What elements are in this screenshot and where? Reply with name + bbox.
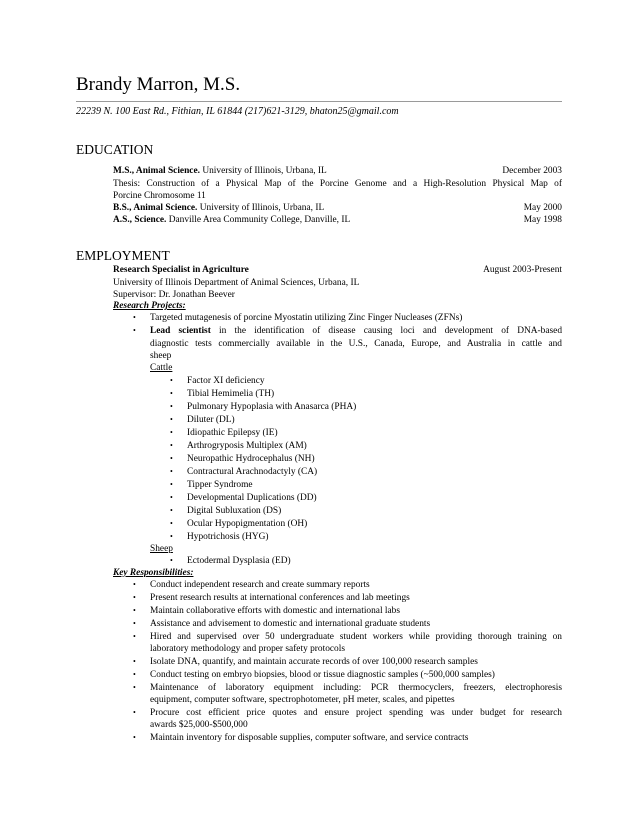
bs-degree-row: [113, 202, 324, 214]
bullet-icon: •: [170, 480, 173, 489]
responsibility: Procure cost efficient price quotes and ensure project spending was under budget for research: [150, 708, 562, 718]
as-date: May 1998: [523, 215, 562, 225]
cattle-item: Diluter (DL): [187, 415, 235, 425]
responsibility-cont: awards $25,000-$500,000: [150, 720, 248, 730]
responsibility: Maintain inventory for disposable supplies, computer software, and service contracts: [150, 733, 469, 743]
bullet-icon: •: [133, 326, 136, 335]
cattle-item: Factor XI deficiency: [187, 376, 265, 386]
bullet-icon: •: [170, 532, 173, 541]
project-2-line-2: diagnostic tests commercially available in the U.S., Canada, Europe, and Australia in cattle and: [150, 339, 562, 349]
cattle-item: Developmental Duplications (DD): [187, 493, 317, 503]
cattle-item: Idiopathic Epilepsy (IE): [187, 428, 278, 438]
project-1: Targeted mutagenesis of porcine Myostatin utilizing Zinc Finger Nucleases (ZFNs): [150, 313, 463, 323]
employment-heading: EMPLOYMENT: [76, 248, 170, 263]
key-responsibilities-label: Key Responsibilities:: [113, 568, 194, 578]
ms-school: University of Illinois, Urbana, IL: [199, 166, 327, 176]
cattle-item: Tibial Hemimelia (TH): [187, 389, 275, 399]
bullet-icon: •: [170, 402, 173, 411]
cattle-item: Ocular Hypopigmentation (OH): [187, 519, 308, 529]
bullet-icon: •: [170, 376, 173, 385]
bullet-icon: •: [170, 415, 173, 424]
as-degree-row: [113, 214, 350, 226]
responsibility: Maintain collaborative efforts with domestic and international labs: [150, 606, 401, 616]
sheep-item: Ectodermal Dysplasia (ED): [187, 556, 291, 566]
cattle-item: Arthrogryposis Multiplex (AM): [187, 441, 307, 451]
responsibility: Assistance and advisement to domestic and international graduate students: [150, 619, 431, 629]
bullet-icon: •: [170, 506, 173, 515]
cattle-item: Neuropathic Hydrocephalus (NH): [187, 454, 315, 464]
job-title: Research Specialist in Agriculture: [113, 265, 249, 275]
bullet-icon: •: [133, 657, 136, 666]
cattle-item: Pulmonary Hypoplasia with Anasarca (PHA): [187, 402, 357, 412]
job-date: August 2003-Present: [483, 265, 562, 275]
responsibility: Hired and supervised over 50 undergraduate student workers while providing thorough training on: [150, 632, 562, 642]
ms-degree-row: [113, 165, 327, 177]
cattle-item: Digital Subluxation (DS): [187, 506, 282, 516]
project-2-line-3: sheep: [150, 351, 172, 361]
research-projects-label: Research Projects:: [113, 301, 186, 311]
bullet-icon: •: [133, 593, 136, 602]
bs-degree: B.S., Animal Science.: [113, 203, 198, 213]
bullet-icon: •: [133, 708, 136, 717]
bullet-icon: •: [133, 606, 136, 615]
cattle-item: Contractural Arachnodactyly (CA): [187, 467, 318, 477]
ms-degree: M.S., Animal Science.: [113, 166, 200, 176]
bullet-icon: •: [133, 632, 136, 641]
bullet-icon: •: [133, 619, 136, 628]
cattle-label: Cattle: [150, 363, 173, 373]
bullet-icon: •: [170, 519, 173, 528]
bullet-icon: •: [170, 467, 173, 476]
bullet-icon: •: [170, 493, 173, 502]
bullet-icon: •: [133, 683, 136, 692]
as-degree: A.S., Science.: [113, 215, 167, 225]
responsibility: Present research results at international conferences and lab meetings: [150, 593, 410, 603]
bs-school: University of Illinois, Urbana, IL: [197, 203, 325, 213]
responsibility-cont: equipment, computer software, spectrophotometer, pH meter, scales, and pipettes: [150, 695, 455, 705]
bs-date: May 2000: [523, 203, 562, 213]
bullet-icon: •: [133, 670, 136, 679]
responsibility: Maintenance of laboratory equipment including: PCR thermocyclers, freezers, electrophoresis: [150, 683, 562, 693]
responsibility-cont: laboratory methodology and proper safety protocols: [150, 644, 345, 654]
as-school: Danville Area Community College, Danville, IL: [166, 215, 351, 225]
bullet-icon: •: [170, 556, 173, 565]
responsibility: Isolate DNA, quantify, and maintain accurate records of over 100,000 research samples: [150, 657, 478, 667]
responsibility: Conduct independent research and create summary reports: [150, 580, 370, 590]
bullet-icon: •: [133, 580, 136, 589]
project-2-text: in the identification of disease causing loci and development of DNA-based: [210, 326, 563, 336]
ms-date: December 2003: [502, 166, 562, 176]
bullet-icon: •: [170, 428, 173, 437]
bullet-icon: •: [170, 441, 173, 450]
thesis-line-1: Thesis: Construction of a Physical Map of the Porcine Genome and a High-Resolution Physical Map of: [113, 179, 562, 189]
cattle-item: Hypotrichosis (HYG): [187, 532, 269, 542]
education-heading: EDUCATION: [76, 142, 154, 157]
project-2-lead: Lead scientist: [150, 326, 211, 336]
bullet-icon: •: [133, 313, 136, 322]
project-2-line-1: [150, 325, 562, 337]
sheep-label: Sheep: [150, 544, 173, 554]
bullet-icon: •: [170, 454, 173, 463]
header-divider: [76, 101, 562, 102]
thesis-line-2: Porcine Chromosome 11: [113, 191, 206, 201]
supervisor: Supervisor: Dr. Jonathan Beever: [113, 290, 235, 300]
responsibility: Conduct testing on embryo biopsies, blood or tissue diagnostic samples (~500,000 samples): [150, 670, 495, 680]
employer: University of Illinois Department of Animal Sciences, Urbana, IL: [113, 278, 360, 288]
bullet-icon: •: [170, 389, 173, 398]
bullet-icon: •: [133, 733, 136, 742]
candidate-name: Brandy Marron, M.S.: [76, 74, 241, 95]
cattle-item: Tipper Syndrome: [187, 480, 253, 490]
contact-info: 22239 N. 100 East Rd., Fithian, IL 61844 (217)621-3129, bhaton25@gmail.com: [76, 106, 399, 117]
